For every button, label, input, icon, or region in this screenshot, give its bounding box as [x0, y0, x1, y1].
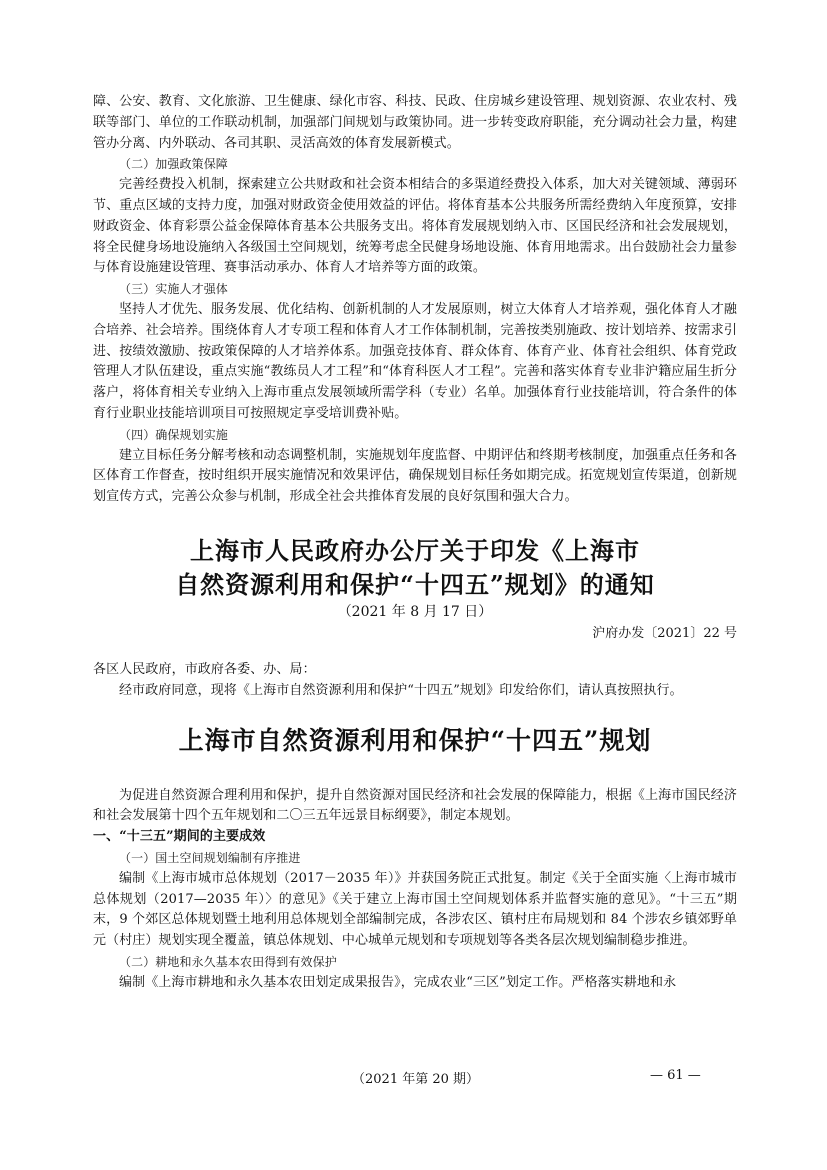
document-page [93, 92, 737, 994]
subheading-implementation: （四）确保规划实施 [119, 427, 228, 442]
plan-title: 上海市自然资源利用和保护“十四五”规划 [178, 725, 652, 755]
body-paragraph: 坚持人才优先、服务发展、优化结构、创新机制的人才发展原则，树立大体育人才培养观，强化体育人才融合培养、社会培养。围绕体育人才专项工程和体育人才工作体制机制，完善按类别施政、按计划培养、按需求引进、按绩效激励、按政策保障的人才培养体系。加强竞技体育、群众体育、体育产业、体育社会组织、体育党政管理人才队伍建设，重点实施“教练员人才工程”和“体育科医人才工程”。完善和落实体育专业非沪籍应届生折分落户，将体育相关专业纳入上海市重点发展领域所需学科（专业）名单。加强体育行业技能培训，符合条件的体育行业职业技能培训项目可按照规定享受培训费补贴。 [93, 301, 737, 421]
subheading-talent: （三）实施人才强体 [119, 282, 228, 297]
notice-title-line2: 自然资源利用和保护“十四五”规划》的通知 [175, 569, 655, 599]
body-paragraph: 障、公安、教育、文化旅游、卫生健康、绿化市容、科技、民政、住房城乡建设管理、规划资源、农业农村、残联等部门、单位的工作联动机制，加强部门间规划与政策协同。进一步转变政府职能，充分调动社会力量，构建管办分离、内外联动、各司其职、灵活高效的体育发展新模式。 [93, 94, 737, 151]
notice-body: 经市政府同意，现将《上海市自然资源利用和保护“十四五”规划》印发给你们，请认真按照执行。 [119, 682, 683, 698]
document-number: 沪府办发〔2021〕22 号 [592, 625, 737, 641]
subheading-farmland: （二）耕地和永久基本农田得到有效保护 [119, 954, 337, 969]
page-number: — 61 — [650, 1068, 701, 1083]
body-paragraph: 编制《上海市城市总体规划（2017－2035 年）》并获国务院正式批复。制定《关于全面实施〈上海市城市总体规划（2017—2035 年）〉的意见》《关于建立上海市国土空间规划体系并监督实施的意见》。“十三五”期末，9 个郊区总体规划暨土地利用总体规划全部编制完成，各涉农区、镇村庄布局规划和 84 个涉农乡镇郊野单元（村庄）规划实现全覆盖，镇总体规划、中心城单元规划和专项规划等各类各层次规划编制稳步推进。 [93, 870, 737, 949]
body-paragraph: 编制《上海市耕地和永久基本农田划定成果报告》，完成农业“三区”划定工作。严格落实耕地和永 [119, 974, 677, 990]
subheading-spatial-planning: （一）国土空间规划编制有序推进 [119, 850, 301, 865]
notice-title [93, 534, 737, 602]
notice-title-line1: 上海市人民政府办公厅关于印发《上海市 [190, 535, 640, 565]
body-paragraph: 建立目标任务分解考核和动态调整机制，实施规划年度监督、中期评估和终期考核制度，加强重点任务和各区体育工作督查，按时组织开展实施情况和效果评估，确保规划目标任务如期完成。拓宽规划宣传渠道，创新规划宣传方式，完善公众参与机制，形成全社会共推体育发展的良好氛围和强大合力。 [93, 447, 737, 505]
plan-intro: 为促进自然资源合理利用和保护，提升自然资源对国民经济和社会发展的保障能力，根据《上海市国民经济和社会发展第十四个五年规划和二〇三五年远景目标纲要》，制定本规划。 [93, 787, 737, 824]
body-paragraph: 完善经费投入机制，探索建立公共财政和社会资本相结合的多渠道经费投入体系，加大对关键领域、薄弱环节、重点区域的支持力度，加强对财政资金使用效益的评估。将体育基本公共服务所需经费纳入年度预算，安排财政资金、体育彩票公益金保障体育基本公共服务支出。将体育发展规划纳入市、区国民经济和社会发展规划，将全民健身场地设施纳入各级国土空间规划，统筹考虑全民健身场地设施、体育用地需求。出台鼓励社会力量参与体育设施建设管理、赛事活动承办、体育人才培养等方面的政策。 [93, 177, 737, 276]
notice-date: （2021 年 8 月 17 日） [337, 603, 493, 620]
notice-addressee: 各区人民政府，市政府各委、办、局： [93, 661, 316, 677]
section-heading: 一、“十三五”期间的主要成效 [93, 829, 266, 845]
issue-label: （2021 年第 20 期） [352, 1072, 480, 1087]
page-footer [0, 1068, 827, 1088]
subheading-policy: （二）加强政策保障 [119, 157, 228, 172]
